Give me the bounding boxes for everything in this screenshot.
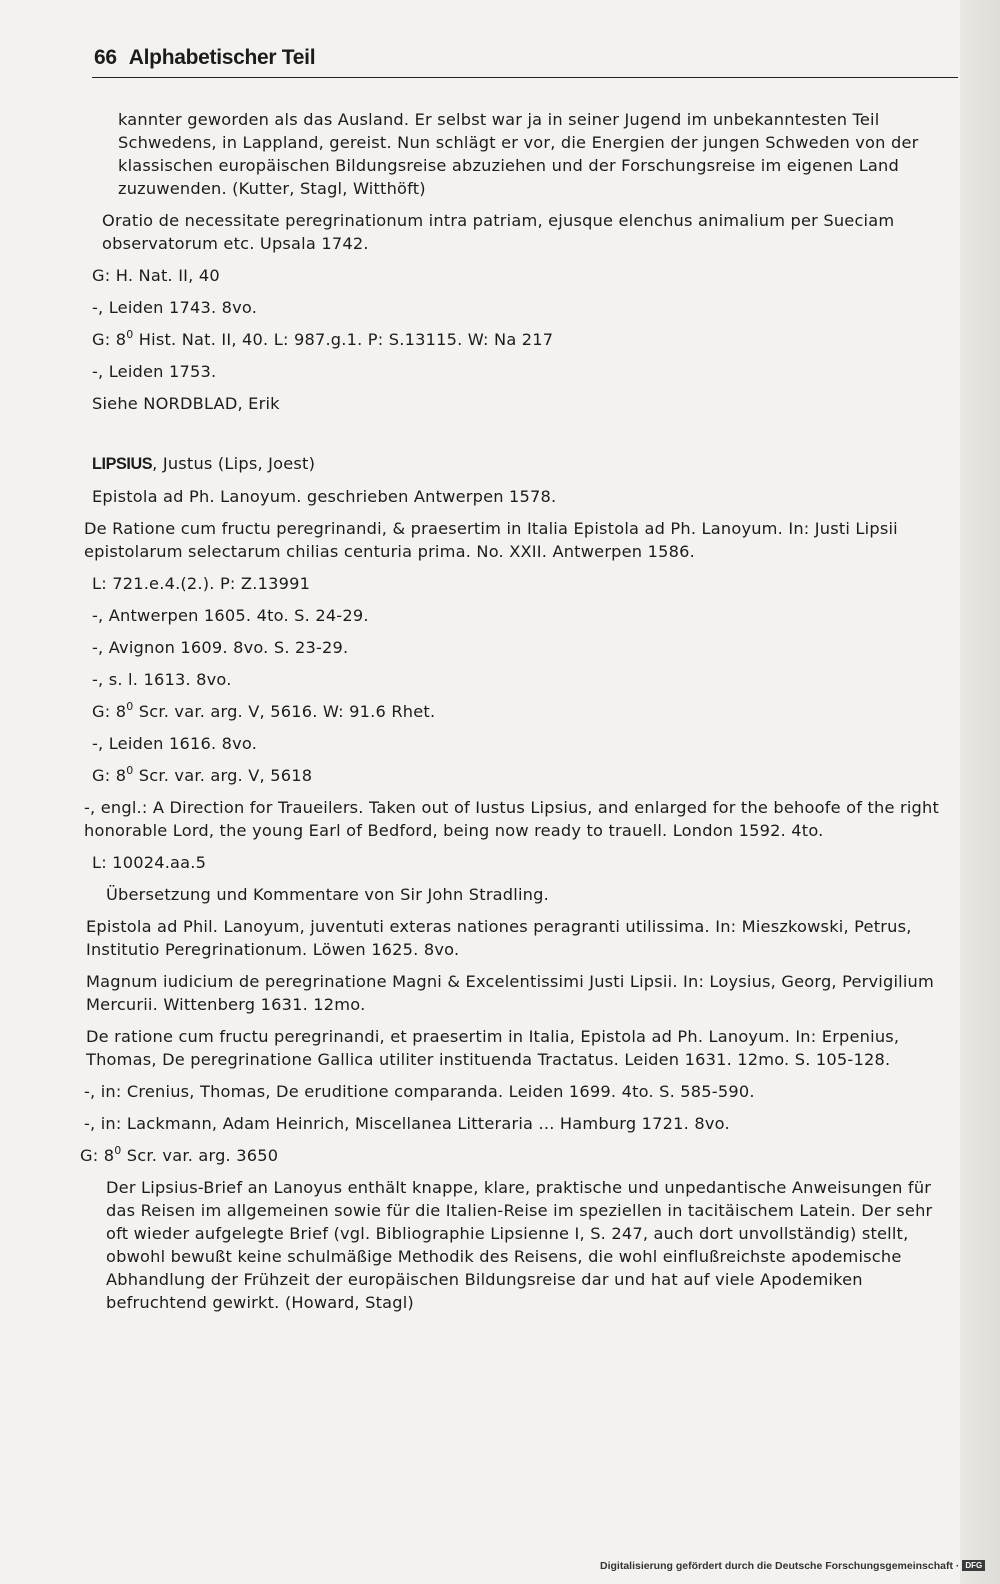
page-number: 66 bbox=[94, 46, 117, 69]
annotation: Übersetzung und Kommentare von Sir John Stradling. bbox=[106, 885, 549, 904]
dfg-logo: DFG bbox=[962, 1560, 985, 1571]
page-body bbox=[80, 108, 958, 1323]
edition-line: -, Avignon 1609. 8vo. S. 23-29. bbox=[92, 638, 349, 657]
library-signature: L: 10024.aa.5 bbox=[92, 853, 207, 872]
library-signature: G: $8^0$ Scr. var. arg. V, 5618 bbox=[92, 764, 313, 785]
entry-title: Magnum iudicium de peregrinatione Magni & Excelentissimi Justi Lipsii. In: Loysius, Georg, Pervigilium Mercurii. Wittenberg 1631. 12mo. bbox=[86, 972, 934, 1014]
library-signature: G: H. Nat. II, 40 bbox=[92, 266, 220, 285]
translation-entry: -, engl.: A Direction for Traueilers. Taken out of Iustus Lipsius, and enlarged for the behoofe of the right honorable Lord, the young Earl of Bedford, being now ready to trauell. London 1592. 4to. bbox=[84, 798, 940, 840]
paragraph-continuation: kannter geworden als das Ausland. Er selbst war ja in seiner Jugend im unbekanntesten Teil Schwedens, in Lappland, gereist. Nun schlägt er vor, die Energien der jungen Schweden von der klassischen europäischen Bildungsreise abzuziehen und der Forschungsreise im eigenen Land zuzuwenden. (Kutter, Stagl, Witthöft) bbox=[118, 110, 919, 198]
edition-line: -, in: Lackmann, Adam Heinrich, Miscellanea Litteraria ... Hamburg 1721. 8vo. bbox=[84, 1114, 730, 1133]
commentary: Der Lipsius-Brief an Lanoyus enthält knappe, klare, praktische und unpedantische Anweisungen für das Reisen im allgemeinen sowie für die Italien-Reise im speziellen in tacitäischem Latein. Der sehr oft wieder aufgelegte Brief (vgl. Bibliographie Lipsienne I, S. 247, auch dort unvollständig) stellt, obwohl bewußt keine schulmäßige Methodik des Reisens, die wohl einflußreichste apodemische Abhandlung der Frühzeit der europäischen Bildungsreise dar und hat auf viele Apodemiken befruchtend gewirkt. (Howard, Stagl) bbox=[106, 1178, 933, 1312]
header-rule bbox=[92, 77, 958, 78]
cross-reference: Siehe NORDBLAD, Erik bbox=[92, 394, 280, 413]
entry-title: De ratione cum fructu peregrinandi, et praesertim in Italia, Epistola ad Ph. Lanoyum. In: Erpenius, Thomas, De peregrinatione Gallica utiliter instituenda Tractatus. Leiden 1631. 12mo. S. 105-128. bbox=[86, 1027, 900, 1069]
entry-title: Epistola ad Ph. Lanoyum. geschrieben Antwerpen 1578. bbox=[92, 487, 557, 506]
edition-line: -, s. l. 1613. 8vo. bbox=[92, 670, 232, 689]
edition-line: -, in: Crenius, Thomas, De eruditione comparanda. Leiden 1699. 4to. S. 585-590. bbox=[84, 1082, 755, 1101]
page-title: Alphabetischer Teil bbox=[128, 46, 316, 69]
entry-title: Epistola ad Phil. Lanoyum, juventuti exteras nationes peragranti utilissima. In: Mieszkowski, Petrus, Institutio Peregrinationum. Löwen 1625. 8vo. bbox=[86, 917, 912, 959]
entry-title: De Ratione cum fructu peregrinandi, & praesertim in Italia Epistola ad Ph. Lanoyum. In: Justi Lipsii epistolarum selectarum chilias centuria prima. No. XXII. Antwerpen 1586. bbox=[84, 519, 898, 561]
library-signature: L: 721.e.4.(2.). P: Z.13991 bbox=[92, 574, 311, 593]
facing-page-edge bbox=[960, 0, 1000, 1584]
edition-line: -, Leiden 1743. 8vo. bbox=[92, 298, 258, 317]
library-signature: G: $8^0$ Hist. Nat. II, 40. L: 987.g.1. P: S.13115. W: Na 217 bbox=[92, 328, 554, 349]
author-heading: LIPSIUS, Justus (Lips, Joest) bbox=[92, 454, 316, 473]
edition-line: -, Leiden 1616. 8vo. bbox=[92, 734, 258, 753]
page-header bbox=[94, 46, 954, 70]
entry-title: Oratio de necessitate peregrinationum intra patriam, ejusque elenchus animalium per Sueciam observatorum etc. Upsala 1742. bbox=[102, 211, 895, 253]
library-signature: G: $8^0$ Scr. var. arg. V, 5616. W: 91.6 Rhet. bbox=[92, 700, 436, 721]
footer-text: Digitalisierung gefördert durch die Deutsche Forschungsgemeinschaft · bbox=[600, 1560, 960, 1572]
digitization-footer bbox=[600, 1560, 990, 1572]
entry-gap bbox=[80, 424, 958, 452]
edition-line: -, Leiden 1753. bbox=[92, 362, 217, 381]
library-signature: G: $8^0$ Scr. var. arg. 3650 bbox=[80, 1144, 279, 1165]
edition-line: -, Antwerpen 1605. 4to. S. 24-29. bbox=[92, 606, 369, 625]
